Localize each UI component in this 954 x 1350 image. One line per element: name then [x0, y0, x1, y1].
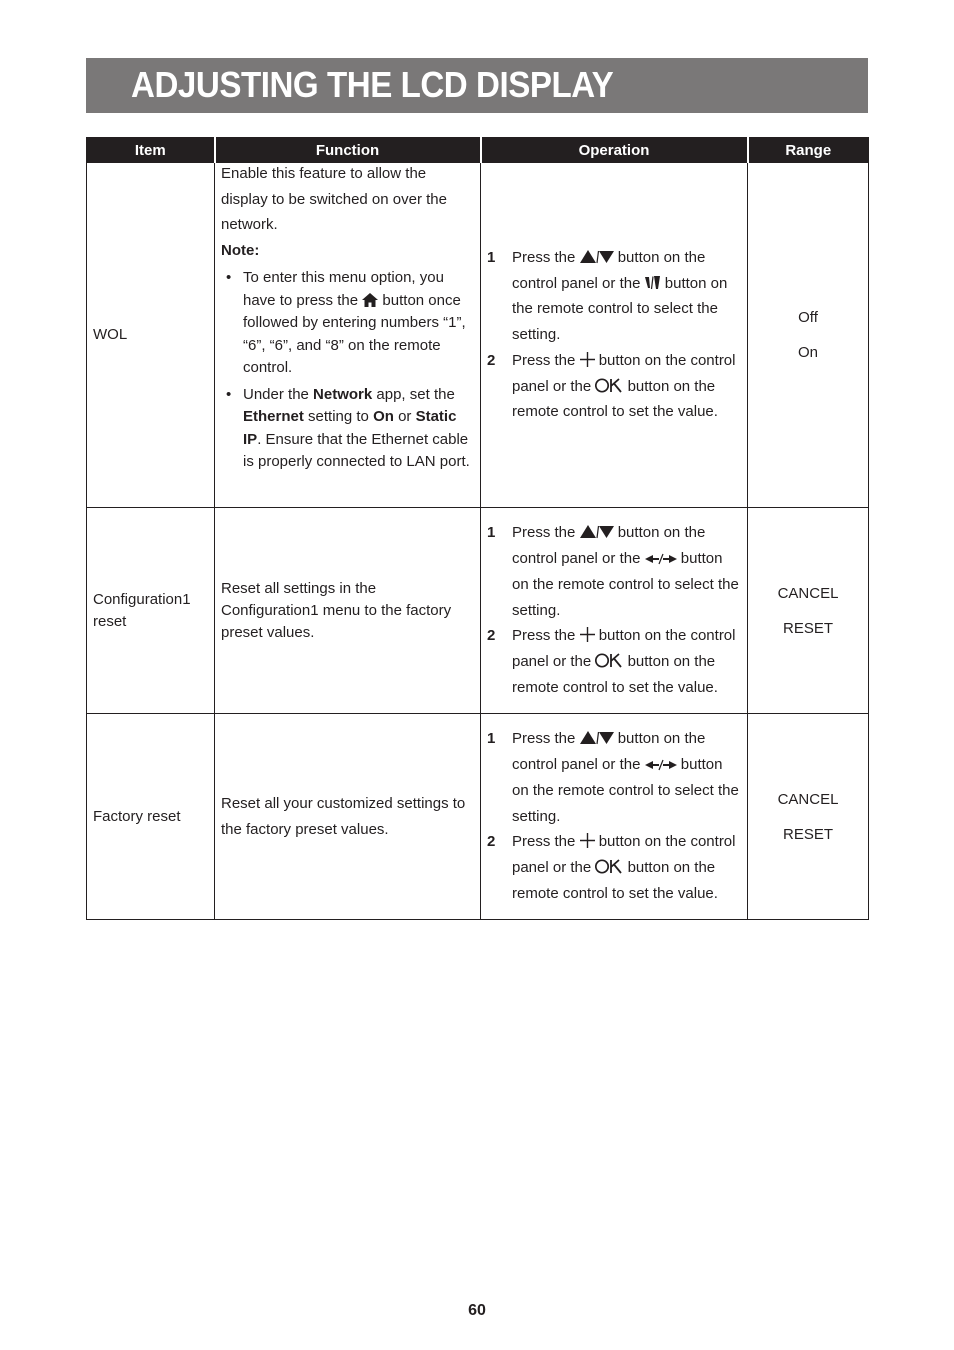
table-row [87, 508, 869, 714]
item-cell: WOL [87, 163, 215, 508]
up-down-arrow-icon [580, 250, 614, 264]
up-down-arrow-icon [580, 525, 614, 539]
item-cell: Factory reset [87, 714, 215, 920]
function-text: Enable this feature to allow the display to be switched on over the network. [221, 165, 447, 234]
ok-icon [595, 378, 623, 393]
column-header-range: Range [748, 138, 869, 163]
up-down-arrow-icon [580, 731, 614, 745]
column-header-operation: Operation [481, 138, 748, 163]
list-item: 2 Press the button on the control panel or the button on the remote control to set the value. [487, 351, 736, 421]
function-cell [215, 163, 481, 508]
range-cell [748, 714, 869, 920]
plus-icon [580, 833, 595, 848]
function-cell: Reset all your customized settings to the factory preset values. [215, 714, 481, 920]
range-cell [748, 508, 869, 714]
plus-icon [580, 352, 595, 367]
plus-icon [580, 627, 595, 642]
settings-table [86, 137, 869, 920]
left-right-arrow-icon [645, 553, 677, 565]
page-number: 60 [468, 1302, 486, 1319]
list-item: • To enter this menu option, you have to press the button once followed by entering numbers “1”, “6”, “6”, and “8” on the remote control. [221, 267, 474, 380]
list-item: • Under the Network app, set the Ethernet setting to On or Static IP. Ensure that the Ethernet cable is properly connected to LAN port. [221, 384, 474, 474]
range-value: RESET [782, 619, 833, 637]
page-title: ADJUSTING THE LCD DISPLAY [131, 64, 614, 105]
list-item: 1 Press the button on the control panel or the button on the remote control to select the setting. [487, 248, 728, 344]
list-item: 1 Press the button on the control panel or the button on the remote control to select the setting. [487, 730, 739, 825]
function-cell: Reset all settings in the Configuration1 menu to the factory preset values. [215, 508, 481, 714]
note-label: Note: [221, 241, 260, 259]
title-banner [86, 58, 868, 113]
range-value: CANCEL [777, 584, 839, 602]
note-list [221, 267, 474, 474]
operation-steps [487, 726, 741, 907]
home-icon [362, 293, 378, 307]
operation-steps [487, 520, 741, 701]
column-header-function: Function [215, 138, 481, 163]
table-row [87, 163, 869, 508]
range-value: Off [798, 309, 818, 326]
range-cell [748, 163, 869, 508]
volume-icon [645, 275, 661, 290]
operation-cell [481, 508, 748, 714]
operation-cell [481, 163, 748, 508]
ok-icon [595, 653, 623, 668]
range-value: On [797, 344, 818, 361]
column-header-item: Item [87, 138, 215, 163]
operation-cell [481, 714, 748, 920]
range-value: RESET [782, 825, 833, 843]
table-row [87, 714, 869, 920]
left-right-arrow-icon [645, 759, 677, 771]
ok-icon [595, 859, 623, 874]
operation-steps [487, 245, 741, 426]
list-item: 2 Press the button on the control panel or the button on the remote control to set the value. [487, 833, 736, 902]
table-header-row [87, 138, 869, 163]
list-item: 2 Press the button on the control panel or the button on the remote control to set the value. [487, 627, 736, 696]
range-value: CANCEL [777, 790, 839, 808]
list-item: 1 Press the button on the control panel or the button on the remote control to select the setting. [487, 524, 739, 619]
item-cell: Configuration1 reset [87, 508, 215, 714]
